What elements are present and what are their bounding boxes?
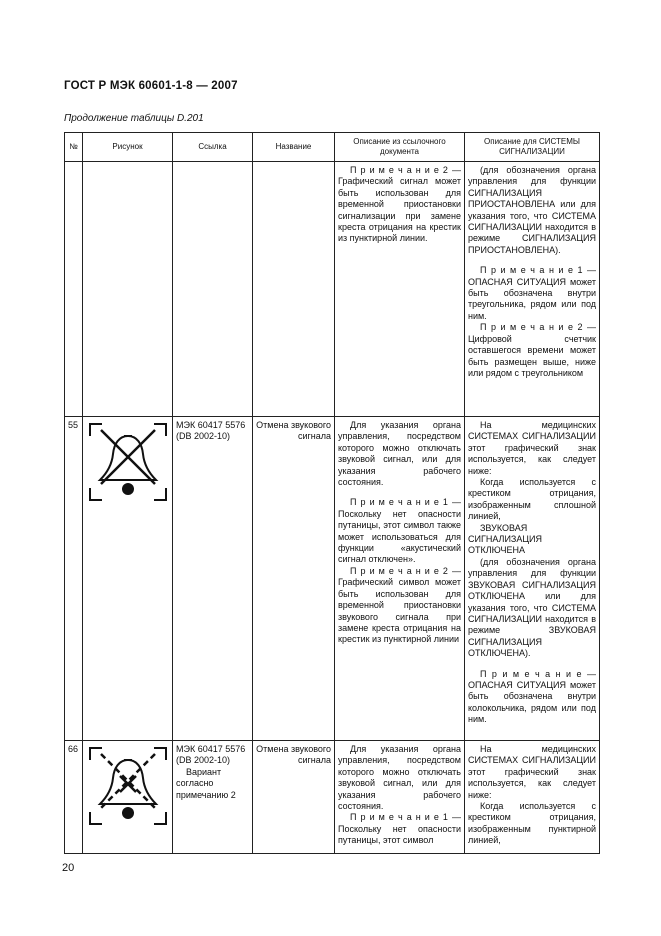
paragraph: Для указания органа управления, посредством которого можно отключать звуковой сигнал, или для указания рабочего состояния. bbox=[338, 420, 461, 488]
note-paragraph: П р и м е ч а н и е 2 — Графический символ может быть использован для временной приостановки звукового сигнала при замене креста отрицания на крестик из пунктирной линии bbox=[338, 565, 461, 645]
system-description-cell bbox=[465, 741, 600, 854]
col-header-figure: Рисунок bbox=[83, 133, 173, 162]
ref-description-cell bbox=[335, 162, 465, 417]
reference-note: Вариант согласно примечанию 2 bbox=[176, 766, 236, 800]
note-paragraph: П р и м е ч а н и е — ОПАСНАЯ СИТУАЦИЯ может быть обозначена внутри колокольчика, рядом или под ним. bbox=[468, 668, 596, 725]
figure-cell bbox=[83, 162, 173, 417]
bell-crossed-icon bbox=[88, 422, 168, 502]
col-header-ref-description: Описание из ссылочного документа bbox=[335, 133, 465, 162]
system-description-cell bbox=[465, 417, 600, 741]
figure-cell bbox=[83, 741, 173, 854]
row-number: 66 bbox=[65, 741, 83, 854]
paragraph: (для обозначения органа управления для функции СИГНАЛИЗАЦИЯ ПРИОСТАНОВЛЕНА или для указания того, что СИСТЕМА СИГНАЛИЗАЦИИ находится в режиме СИГНАЛИЗАЦИЯ ПРИОСТАНОВЛЕНА). bbox=[468, 165, 596, 255]
table-row bbox=[65, 741, 600, 854]
ref-description-cell bbox=[335, 417, 465, 741]
paragraph: Для указания органа управления, посредством которого можно отключать звуковой сигнал, или для указания рабочего состояния. bbox=[338, 744, 461, 812]
note-paragraph: П р и м е ч а н и е 2 — Цифровой счетчик оставшегося времени может быть размещен выше, ниже или рядом с треугольником bbox=[468, 322, 596, 378]
table-row bbox=[65, 417, 600, 741]
reference-text: МЭК 60417 5576 (DB 2002-10) bbox=[176, 744, 246, 766]
name-cell: Отмена звукового сигнала bbox=[253, 741, 335, 854]
paragraph: ЗВУКОВАЯ СИГНАЛИЗАЦИЯ ОТКЛЮЧЕНА bbox=[468, 522, 542, 556]
paragraph: На медицинских СИСТЕМАХ СИГНАЛИЗАЦИИ этот графический знак используется, как следует ниже: bbox=[468, 420, 596, 476]
reference-cell bbox=[173, 162, 253, 417]
note-paragraph: П р и м е ч а н и е 1 — Поскольку нет опасности путаницы, этот символ также может использоваться для функции «акустический сигнал отключен». bbox=[338, 497, 461, 565]
ref-description-cell bbox=[335, 741, 465, 854]
table-continuation-label: Продолжение таблицы D.201 bbox=[64, 113, 204, 124]
row-number bbox=[65, 162, 83, 417]
row-number: 55 bbox=[65, 417, 83, 741]
page-number: 20 bbox=[62, 862, 75, 874]
name-cell bbox=[253, 162, 335, 417]
paragraph: (для обозначения органа управления для функции ЗВУКОВАЯ СИГНАЛИЗАЦИЯ ОТКЛЮЧЕНА или для указания того, что СИСТЕМА СИГНАЛИЗАЦИИ находится в режиме ЗВУКОВАЯ СИГНАЛИЗАЦИЯ ОТКЛЮЧЕНА). bbox=[468, 556, 596, 659]
reference-cell bbox=[173, 417, 253, 741]
document-header: ГОСТ Р МЭК 60601-1-8 — 2007 bbox=[64, 80, 238, 92]
col-header-number: № bbox=[65, 133, 83, 162]
col-header-system-description: Описание для СИСТЕМЫ СИГНАЛИЗАЦИИ bbox=[465, 133, 600, 162]
figure-cell bbox=[83, 417, 173, 741]
note-paragraph: П р и м е ч а н и е 1 — ОПАСНАЯ СИТУАЦИЯ может быть обозначена внутри треугольника, рядом или под ним. bbox=[468, 265, 596, 321]
reference-text: МЭК 60417 5576 (DB 2002-10) bbox=[176, 420, 246, 442]
paragraph: Когда используется с крестиком отрицания, изображенным сплошной линией, bbox=[468, 477, 596, 522]
table-row bbox=[65, 162, 600, 417]
table-header-row bbox=[65, 133, 600, 162]
system-description-cell bbox=[465, 162, 600, 417]
bell-crossed-dashed-icon bbox=[88, 746, 168, 826]
col-header-reference: Ссылка bbox=[173, 133, 253, 162]
paragraph: Когда используется с крестиком отрицания, изображенным пунктирной линией, bbox=[468, 801, 596, 846]
reference-cell bbox=[173, 741, 253, 854]
symbols-table bbox=[64, 132, 600, 854]
note-paragraph: П р и м е ч а н и е 1 — Поскольку нет опасности путаницы, этот символ bbox=[338, 812, 461, 846]
note-paragraph: П р и м е ч а н и е 2 — Графический сигнал может быть использован для временной приостановки сигнализации при замене креста отрицания на крестик из пунктирной линии. bbox=[338, 165, 461, 244]
col-header-name: Название bbox=[253, 133, 335, 162]
name-cell: Отмена звукового сигнала bbox=[253, 417, 335, 741]
paragraph: На медицинских СИСТЕМАХ СИГНАЛИЗАЦИИ этот графический знак используется, как следует ниже: bbox=[468, 744, 596, 800]
